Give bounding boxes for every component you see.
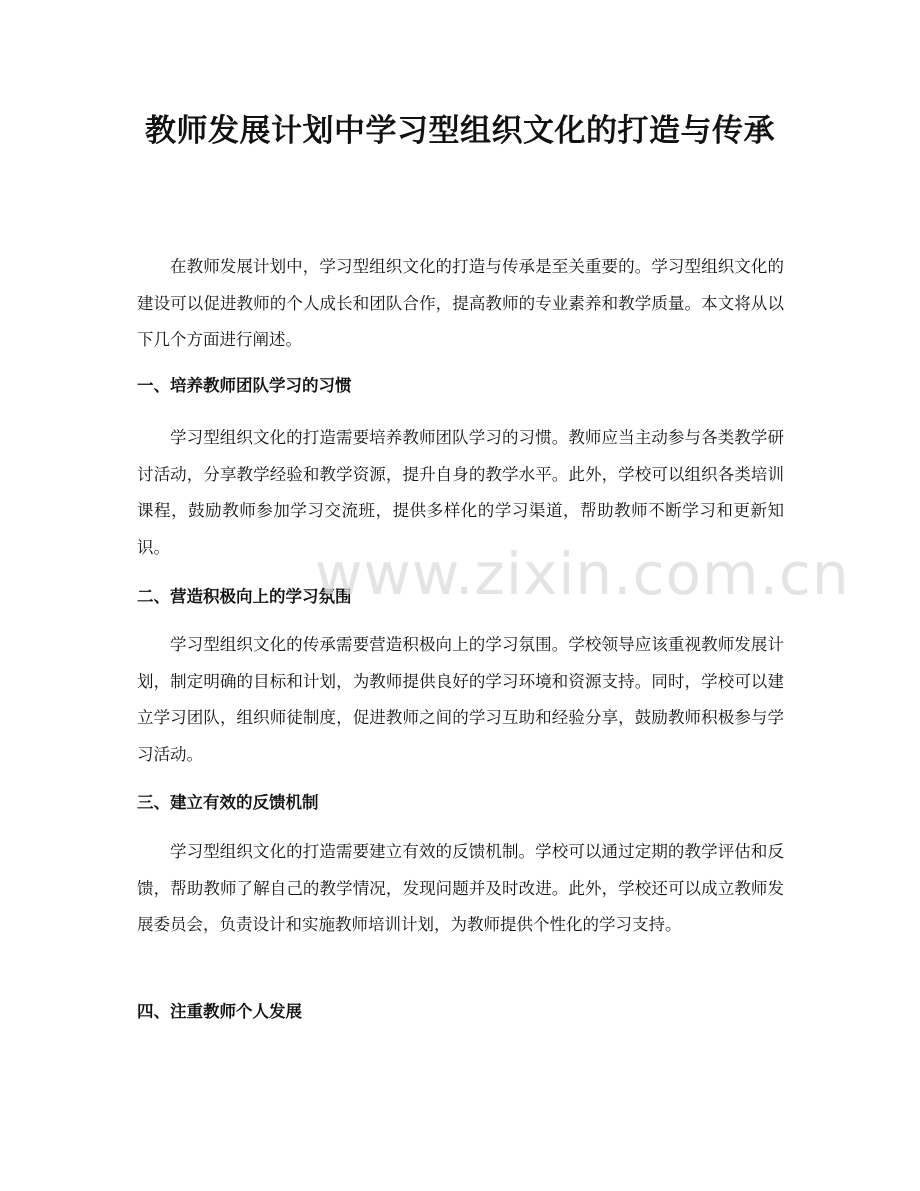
section-heading-3: 三、建立有效的反馈机制 [137, 793, 319, 812]
section-body-2: 学习型组织文化的传承需要营造积极向上的学习氛围。学校领导应该重视教师发展计划，制定明确的目标和计划，为教师提供良好的学习环境和资源支持。同时，学校可以建立学习团队，组织师徒制度，促进教师之间的学习互助和经验分享，鼓励教师积极参与学习活动。 [137, 635, 784, 764]
section-body-1: 学习型组织文化的打造需要培养教师团队学习的习惯。教师应当主动参与各类教学研讨活动，分享教学经验和教学资源，提升自身的教学水平。此外，学校可以组织各类培训课程，鼓励教师参加学习交流班，提供多样化的学习渠道，帮助教师不断学习和更新知识。 [137, 428, 784, 557]
section-heading-4: 四、注重教师个人发展 [137, 1002, 302, 1021]
section-heading-1: 一、培养教师团队学习的习惯 [137, 376, 352, 395]
document-title: 教师发展计划中学习型组织文化的打造与传承 [145, 113, 775, 149]
intro-paragraph: 在教师发展计划中，学习型组织文化的打造与传承是至关重要的。学习型组织文化的建设可以促进教师的个人成长和团队合作，提高教师的专业素养和教学质量。本文将从以下几个方面进行阐述。 [137, 257, 784, 349]
section-heading-2: 二、营造积极向上的学习氛围 [137, 587, 352, 606]
watermark: www.zixin.com.cn [315, 540, 850, 608]
section-body-3: 学习型组织文化的打造需要建立有效的反馈机制。学校可以通过定期的教学评估和反馈，帮助教师了解自己的教学情况，发现问题并及时改进。此外，学校还可以成立教师发展委员会，负责设计和实施教师培训计划，为教师提供个性化的学习支持。 [137, 842, 784, 934]
